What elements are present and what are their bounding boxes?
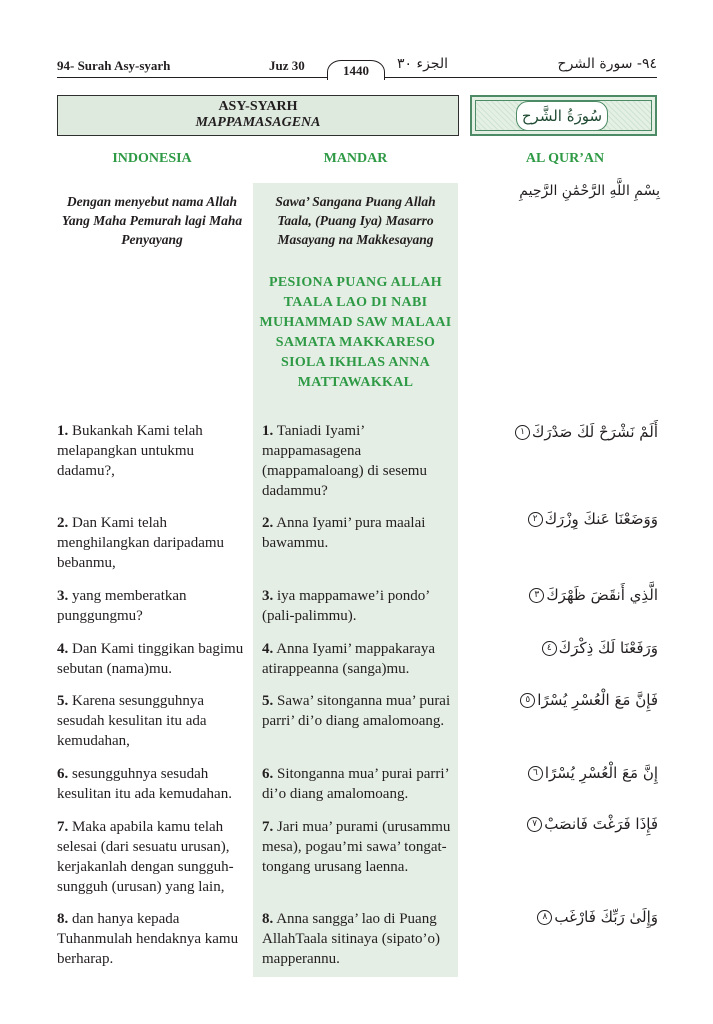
verse-indonesia xyxy=(57,817,249,897)
verse-arabic-text: وَإِلَىٰ رَبِّكَ فَارْغَب xyxy=(554,908,658,926)
surah-title-box xyxy=(57,95,459,136)
verse-text: Taniadi Iyami’ mappamasagena (mappamaloang) di sesemu dadammu? xyxy=(262,423,427,499)
verse-number: 7. xyxy=(262,819,274,835)
verse-indonesia xyxy=(57,513,249,573)
verse-indonesia xyxy=(57,691,249,751)
verse-text: Karena sesungguhnya sesudah kesulitan itu ada kemudahan, xyxy=(57,693,207,749)
column-header-indonesia: INDONESIA xyxy=(112,151,192,166)
basmala-arabic: بِسْمِ اللَّهِ الرَّحْمَٰنِ الرَّحِيمِ xyxy=(519,183,660,199)
verse-number: 6. xyxy=(57,766,69,782)
verse-text: Sawa’ sitonganna mua’ purai parri’ di’o diang amalomoang. xyxy=(262,693,451,729)
surah-title: ASY-SYARH xyxy=(218,99,298,114)
verse-number: 4. xyxy=(262,641,274,657)
verse-text: Sitonganna mua’ purai parri’ di’o diang amalomoang. xyxy=(262,766,449,802)
verse-arabic xyxy=(470,423,658,441)
verse-text: dan hanya kepada Tuhanmulah hendaknya kamu berharap. xyxy=(57,911,239,967)
header-juz-label: Juz 30 xyxy=(269,58,305,73)
verse-number: 3. xyxy=(57,588,69,604)
verse-number: 7. xyxy=(57,819,69,835)
ayah-marker-icon: ١ xyxy=(515,425,530,440)
verse-arabic-text: إِنَّ مَعَ الْعُسْرِ يُسْرًا xyxy=(544,764,658,782)
verse-number: 6. xyxy=(262,766,274,782)
verse-arabic xyxy=(470,764,658,782)
verse-arabic xyxy=(470,908,658,926)
ayah-marker-icon: ٦ xyxy=(528,766,543,781)
surah-emblem xyxy=(470,95,657,136)
verse-number: 1. xyxy=(262,423,274,439)
surah-calligraphy: سُورَةُ الشَّرح xyxy=(516,101,608,131)
header-surah-arabic: ٩٤- سورة الشرح xyxy=(557,56,657,72)
header-juz-arabic: الجزء ٣٠ xyxy=(397,56,448,72)
verse-indonesia xyxy=(57,639,249,679)
mandar-greeting: PESIONA PUANG ALLAH TAALA LAO DI NABI MUHAMMAD SAW MALAAI SAMATA MAKKARESO SIOLA IKHLAS ANNA MATTAWAKKAL xyxy=(259,275,452,390)
verse-number: 2. xyxy=(57,515,69,531)
verse-mandar xyxy=(262,909,454,969)
verse-arabic-text: وَوَضَعْنَا عَنكَ وِزْرَكَ xyxy=(544,510,658,528)
verse-text: iya mappamawe’i pondo’ (pali-palimmu). xyxy=(262,588,430,624)
verse-text: yang memberatkan punggungmu? xyxy=(57,588,187,624)
verse-number: 2. xyxy=(262,515,274,531)
verse-arabic xyxy=(470,691,658,709)
header-surah-label: 94- Surah Asy-syarh xyxy=(57,58,171,73)
verse-arabic-text: فَإِذَا فَرَغْتَ فَانصَبْ xyxy=(544,815,658,833)
verse-arabic-text: فَإِنَّ مَعَ الْعُسْرِ يُسْرًا xyxy=(537,691,658,709)
verse-number: 8. xyxy=(57,911,69,927)
verse-arabic xyxy=(470,510,658,528)
verse-indonesia xyxy=(57,764,249,804)
verse-number: 5. xyxy=(57,693,69,709)
verse-text: Dan Kami telah menghilangkan daripadamu bebanmu, xyxy=(57,515,225,571)
verse-text: Jari mua’ purami (urusammu mesa), pogau’mi sawa’ tongat-tongang urusang laenna. xyxy=(262,819,451,875)
ayah-marker-icon: ٨ xyxy=(537,910,552,925)
verse-number: 8. xyxy=(262,911,274,927)
page-number: 1440 xyxy=(327,60,385,80)
ayah-marker-icon: ٥ xyxy=(520,693,535,708)
verse-mandar xyxy=(262,513,454,553)
basmala-indonesia: Dengan menyebut nama Allah Yang Maha Pemurah lagi Maha Penyayang xyxy=(61,194,243,247)
verse-arabic-text: أَلَمْ نَشْرَحْ لَكَ صَدْرَكَ xyxy=(532,423,658,441)
verse-arabic-text: الَّذِي أَنقَضَ ظَهْرَكَ xyxy=(546,586,658,604)
verse-mandar xyxy=(262,764,454,804)
ayah-marker-icon: ٧ xyxy=(527,817,542,832)
verse-text: Dan Kami tinggikan bagimu sebutan (nama)mu. xyxy=(57,641,244,677)
verse-text: Anna Iyami’ pura maalai bawammu. xyxy=(262,515,426,551)
verse-indonesia xyxy=(57,586,249,626)
verse-text: Anna sangga’ lao di Puang AllahTaala sitinaya (sipato’o) mapperannu. xyxy=(262,911,441,967)
verse-text: Anna Iyami’ mappakaraya atirappeanna (sanga)mu. xyxy=(262,641,435,677)
verse-arabic xyxy=(470,639,658,657)
verse-mandar xyxy=(262,639,454,679)
surah-meaning: MAPPAMASAGENA xyxy=(195,115,321,130)
verse-arabic xyxy=(470,815,658,833)
verse-arabic xyxy=(470,586,658,604)
verse-arabic-text: وَرَفَعْنَا لَكَ ذِكْرَكَ xyxy=(558,639,658,657)
ayah-marker-icon: ٣ xyxy=(529,588,544,603)
verse-text: sesungguhnya sesudah kesulitan itu ada kemudahan. xyxy=(57,766,232,802)
verse-mandar xyxy=(262,586,454,626)
verse-mandar xyxy=(262,421,454,501)
verse-number: 1. xyxy=(57,423,69,439)
verse-indonesia xyxy=(57,909,249,969)
column-header-quran: AL QUR’AN xyxy=(525,151,605,166)
basmala-mandar: Sawa’ Sangana Puang Allah Taala, (Puang Iya) Masarro Masayang na Makkesayang xyxy=(275,194,436,247)
verse-number: 5. xyxy=(262,693,274,709)
verse-indonesia xyxy=(57,421,249,481)
ayah-marker-icon: ٢ xyxy=(528,512,543,527)
verse-text: Maka apabila kamu telah selesai (dari sesuatu urusan), kerjakanlah dengan sungguh-sungguh (urusan) yang lain, xyxy=(57,819,234,895)
verse-number: 4. xyxy=(57,641,69,657)
verse-text: Bukankah Kami telah melapangkan untukmu dadamu?, xyxy=(57,423,203,479)
ayah-marker-icon: ٤ xyxy=(542,641,557,656)
column-header-mandar: MANDAR xyxy=(323,151,388,166)
verse-mandar xyxy=(262,691,454,731)
verse-mandar xyxy=(262,817,454,877)
verse-number: 3. xyxy=(262,588,274,604)
